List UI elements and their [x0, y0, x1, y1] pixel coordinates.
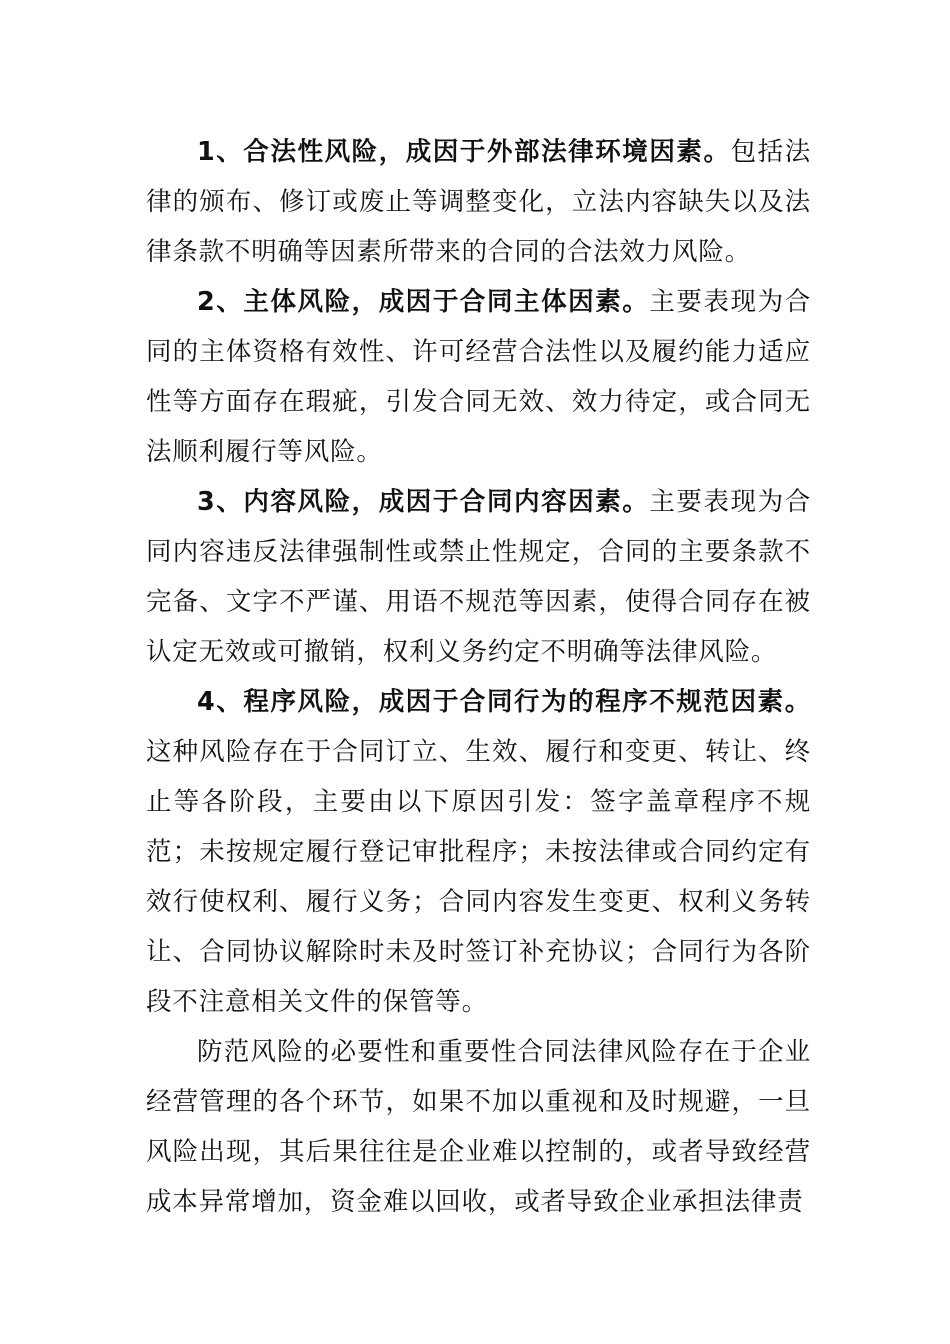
- paragraph-legality-risk: [146, 127, 811, 277]
- paragraph-content-risk: [146, 477, 811, 677]
- paragraph-body: 包括法律的颁布、修订或废止等调整变化，立法内容缺失以及法律条款不明确等因素所带来的合同的合法效力风险。: [146, 137, 811, 267]
- document-page: [146, 127, 811, 1227]
- paragraph-risk-prevention: [146, 1027, 811, 1227]
- paragraph-body: 防范风险的必要性和重要性合同法律风险存在于企业经营管理的各个环节，如果不加以重视和及时规避，一旦风险出现，其后果往往是企业难以控制的，或者导致经营成本异常增加，资金难以回收，或者导致企业承担法律责: [146, 1037, 811, 1217]
- paragraph-heading: 4、程序风险，成因于合同行为的程序不规范因素。: [197, 687, 811, 717]
- paragraph-body: 这种风险存在于合同订立、生效、履行和变更、转让、终止等各阶段，主要由以下原因引发：签字盖章程序不规范；未按规定履行登记审批程序；未按法律或合同约定有效行使权利、履行义务；合同内容发生变更、权利义务转让、合同协议解除时未及时签订补充协议；合同行为各阶段不注意相关文件的保管等。: [146, 737, 811, 1017]
- paragraph-heading: 2、主体风险，成因于合同主体因素。: [197, 287, 650, 317]
- paragraph-heading: 3、内容风险，成因于合同内容因素。: [197, 487, 650, 517]
- paragraph-body: 主要表现为合同内容违反法律强制性或禁止性规定，合同的主要条款不完备、文字不严谨、用语不规范等因素，使得合同存在被认定无效或可撤销，权利义务约定不明确等法律风险。: [146, 487, 811, 667]
- paragraph-subject-risk: [146, 277, 811, 477]
- paragraph-body: 主要表现为合同的主体资格有效性、许可经营合法性以及履约能力适应性等方面存在瑕疵，引发合同无效、效力待定，或合同无法顺利履行等风险。: [146, 287, 811, 467]
- paragraph-procedure-risk: [146, 677, 811, 1027]
- paragraph-heading: 1、合法性风险，成因于外部法律环境因素。: [197, 137, 731, 167]
